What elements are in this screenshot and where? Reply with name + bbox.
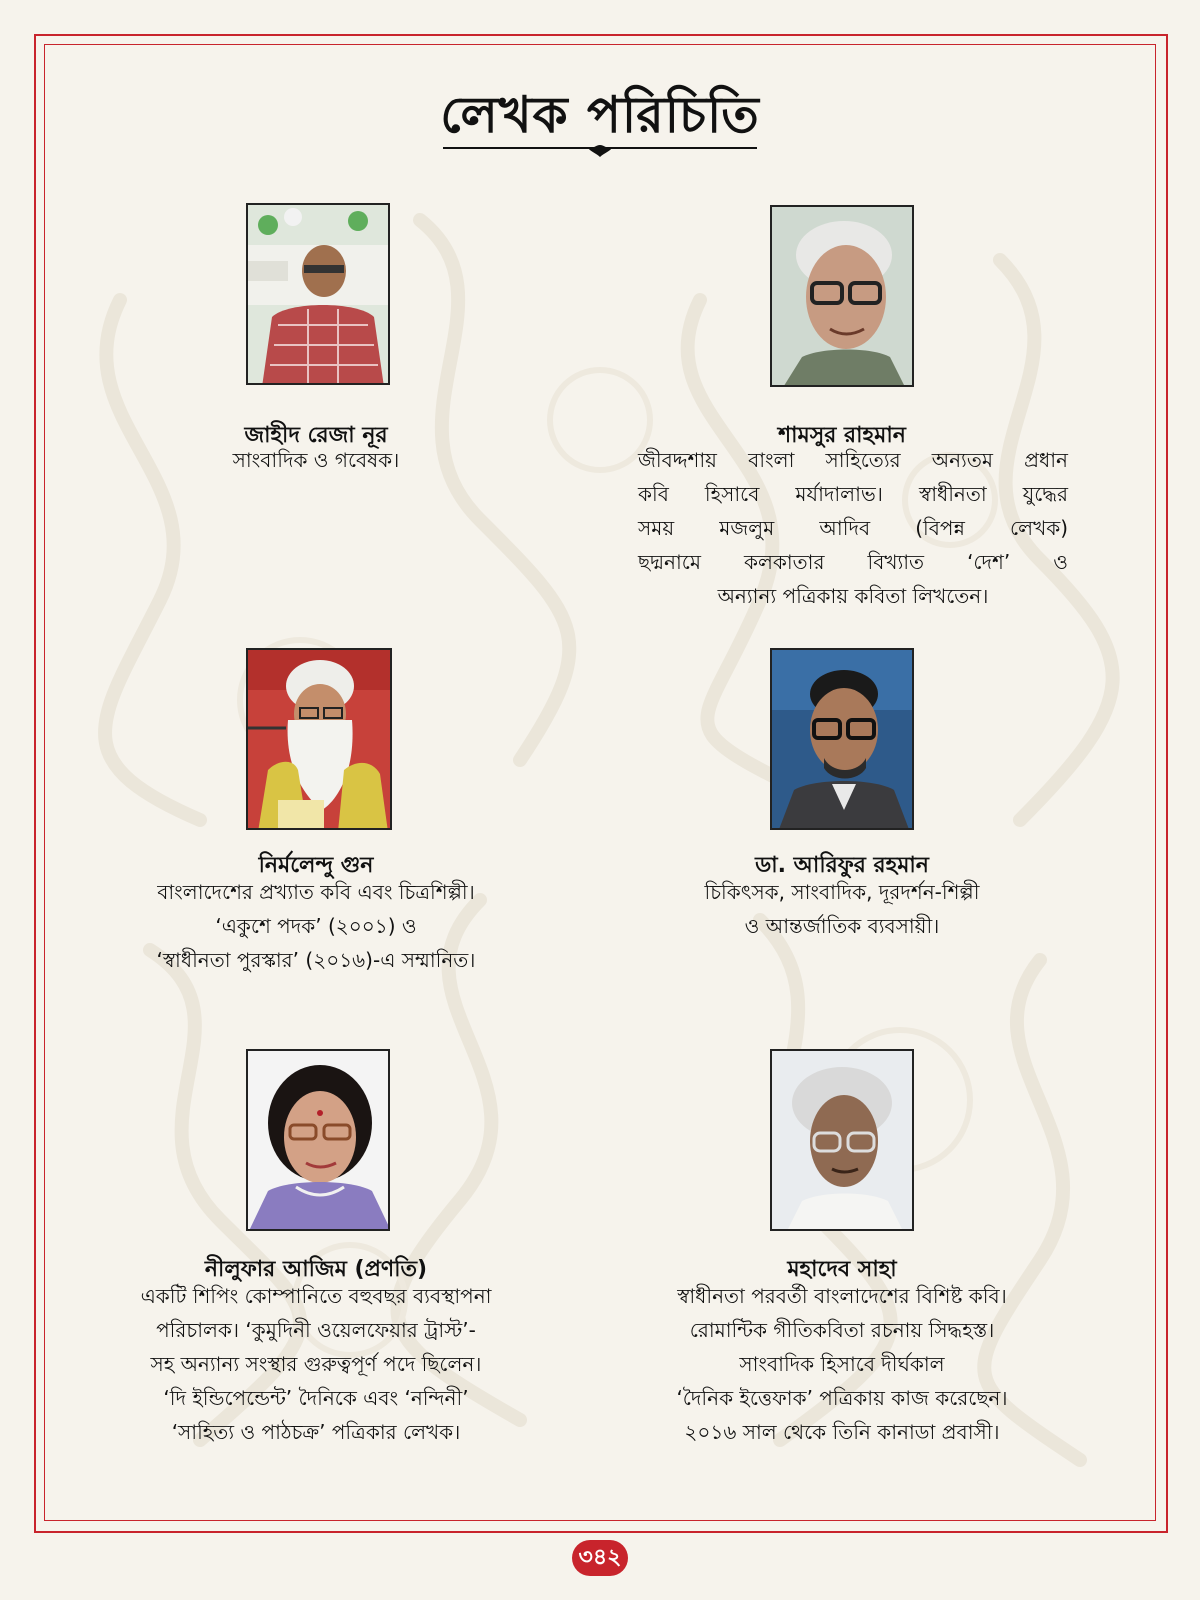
bio-line: সময় মজলুম আদিব (বিপন্ন লেখক) xyxy=(638,516,1068,540)
author-name: ডা. আরিফুর রহমান xyxy=(755,853,929,878)
author-bio xyxy=(56,1279,576,1449)
bio-line: ‘দি ইন্ডিপেন্ডেন্ট’ দৈনিকে এবং ‘নন্দিনী’ xyxy=(163,1386,469,1410)
bio-line: ‘দৈনিক ইত্তেফাক’ পত্রিকায় কাজ করেছেন। xyxy=(676,1386,1008,1410)
author-bio xyxy=(582,1279,1102,1449)
bio-line: ‘স্বাধীনতা পুরস্কার’ (২০১৬)-এ সম্মানিত। xyxy=(156,948,476,972)
bio-line: একটি শিপিং কোম্পানিতে বহুবছর ব্যবস্থাপনা xyxy=(140,1284,492,1308)
author-bio xyxy=(76,875,556,977)
author-photo-mahadev-saha xyxy=(770,1049,914,1231)
page-number-badge: ৩৪২ xyxy=(572,1540,628,1576)
bio-line: সাংবাদিক হিসাবে দীর্ঘকাল xyxy=(739,1352,945,1376)
bio-line: রোমান্টিক গীতিকবিতা রচনায় সিদ্ধহস্ত। xyxy=(689,1318,995,1342)
bio-line: ২০১৬ সাল থেকে তিনি কানাডা প্রবাসী। xyxy=(684,1420,1000,1444)
bio-line: ছদ্মনামে কলকাতার বিখ্যাত ‘দেশ’ ও xyxy=(638,550,1068,574)
author-name: শামসুর রাহমান xyxy=(778,423,906,448)
bio-line: বাংলাদেশের প্রখ্যাত কবি এবং চিত্রশিল্পী। xyxy=(157,880,475,904)
author-photo-zahid-reza-noor xyxy=(246,203,390,385)
page-title: লেখক পরিচিতি xyxy=(440,86,760,144)
bio-line: সাংবাদিক ও গবেষক। xyxy=(232,448,400,472)
bio-line: অন্যান্য পত্রিকায় কবিতা লিখতেন। xyxy=(717,584,989,608)
author-photo-arifur-rahman xyxy=(770,648,914,830)
author-name: নীলুফার আজিম (প্রণতি) xyxy=(204,1257,428,1282)
author-photo-nilufar-azim xyxy=(246,1049,390,1231)
author-bio xyxy=(572,875,1112,943)
bio-line: সহ অন্যান্য সংস্থার গুরুত্বপূর্ণ পদে ছিলেন। xyxy=(150,1352,482,1376)
bio-line: কবি হিসাবে মর্যাদালাভ। স্বাধীনতা যুদ্ধের xyxy=(638,482,1068,506)
author-name: নির্মলেন্দু গুন xyxy=(258,853,374,878)
floral-ornament-icon xyxy=(585,141,615,161)
author-bio xyxy=(638,443,1068,613)
bio-line: ‘সাহিত্য ও পাঠচক্র’ পত্রিকার লেখক। xyxy=(171,1420,461,1444)
author-photo-shamsur-rahman xyxy=(770,205,914,387)
bio-line: চিকিৎসক, সাংবাদিক, দূরদর্শন-শিল্পী xyxy=(704,880,980,904)
bio-line: জীবদ্দশায় বাংলা সাহিত্যের অন্যতম প্রধান xyxy=(638,448,1068,472)
bio-line: পরিচালক। ‘কুমুদিনী ওয়েলফেয়ার ট্রাস্ট’- xyxy=(156,1318,476,1342)
bio-line: স্বাধীনতা পরবর্তী বাংলাদেশের বিশিষ্ট কবি। xyxy=(677,1284,1007,1308)
author-bio xyxy=(76,443,556,477)
author-name: জাহীদ রেজা নূর xyxy=(244,423,388,448)
author-photo-nirmalendu-goon xyxy=(246,648,392,830)
author-name: মহাদেব সাহা xyxy=(787,1257,897,1282)
bio-line: ‘একুশে পদক’ (২০০১) ও xyxy=(215,914,417,938)
bio-line: ও আন্তর্জাতিক ব্যবসায়ী। xyxy=(744,914,940,938)
